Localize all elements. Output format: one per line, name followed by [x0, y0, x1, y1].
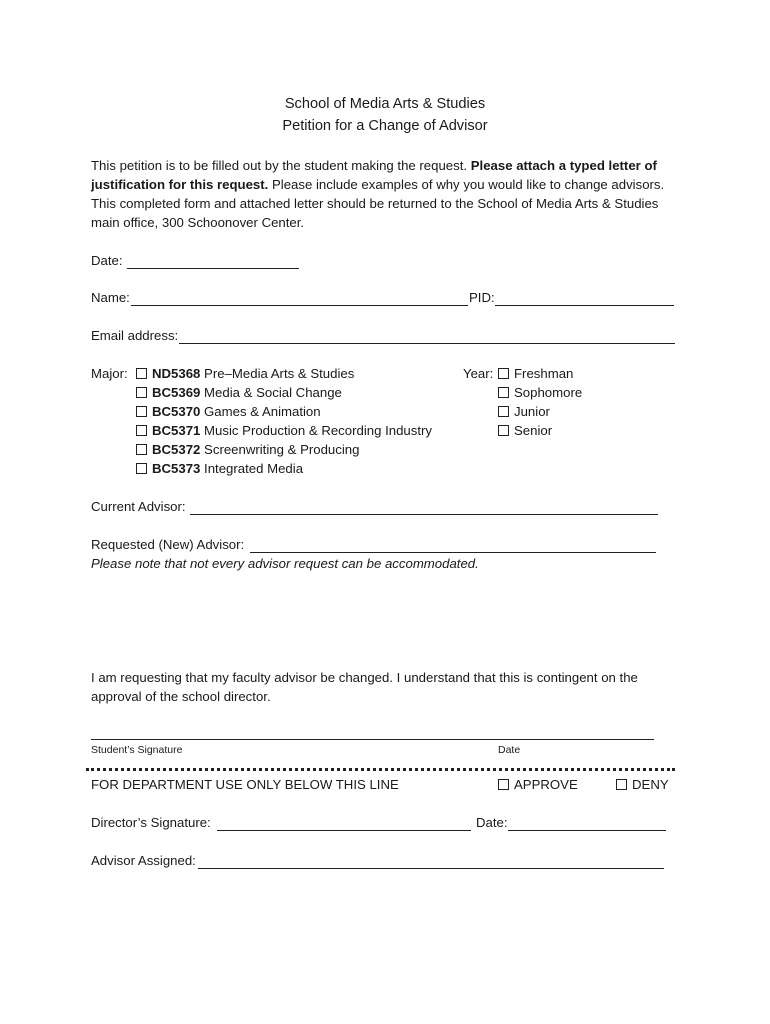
major-name: Screenwriting & Producing: [200, 442, 360, 457]
intro-text-2: Please include examples of why you would like to change advisors. This completed form and attached letter should be returned to the School of Media Arts & Studies main office, 300 Schoonover Center.: [91, 177, 665, 230]
checkbox[interactable]: [498, 368, 509, 379]
year-name: Junior: [514, 404, 550, 419]
advisor-assigned-field[interactable]: [198, 868, 664, 869]
deny-label: DENY: [632, 777, 669, 792]
year-name: Sophomore: [514, 385, 583, 400]
major-option[interactable]: [136, 423, 432, 438]
checkbox[interactable]: [498, 779, 509, 790]
advisor-assigned-label: Advisor Assigned:: [91, 853, 196, 868]
checkbox[interactable]: [136, 406, 147, 417]
major-name: Games & Animation: [200, 404, 321, 419]
name-label: Name:: [91, 290, 130, 305]
year-name: Freshman: [514, 366, 574, 381]
major-name: Music Production & Recording Industry: [200, 423, 433, 438]
checkbox[interactable]: [136, 387, 147, 398]
year-option[interactable]: [498, 404, 550, 419]
pid-field[interactable]: [495, 305, 674, 306]
checkbox[interactable]: [498, 387, 509, 398]
checkbox[interactable]: [136, 368, 147, 379]
requested-advisor-field[interactable]: [250, 552, 656, 553]
date-label: Date:: [91, 253, 123, 268]
major-label: Major:: [91, 366, 128, 381]
checkbox[interactable]: [136, 425, 147, 436]
approve-label: APPROVE: [514, 777, 578, 792]
checkbox[interactable]: [616, 779, 627, 790]
year-option[interactable]: [498, 385, 582, 400]
current-advisor-label: Current Advisor:: [91, 499, 186, 514]
checkbox[interactable]: [136, 444, 147, 455]
email-field[interactable]: [179, 343, 675, 344]
pid-label: PID:: [469, 290, 495, 305]
major-option[interactable]: [136, 404, 321, 419]
major-code: BC5369: [152, 385, 201, 400]
director-signature-label: Director’s Signature:: [91, 815, 211, 830]
request-statement: I am requesting that my faculty advisor be changed. I understand that this is contingent on the approval of the school director.: [91, 670, 638, 704]
intro-text-1: This petition is to be filled out by the student making the request.: [91, 158, 471, 173]
director-date-label: Date:: [476, 815, 508, 830]
checkbox[interactable]: [136, 463, 147, 474]
major-code: BC5370: [152, 404, 201, 419]
intro-paragraph: [91, 156, 681, 232]
director-signature-field[interactable]: [217, 830, 471, 831]
dotted-divider: [86, 768, 675, 771]
advisor-note: Please note that not every advisor request can be accommodated.: [91, 556, 479, 571]
requested-advisor-label: Requested (New) Advisor:: [91, 537, 245, 552]
major-name: Media & Social Change: [200, 385, 342, 400]
major-option[interactable]: [136, 461, 303, 476]
intro-bold-text: Please attach a typed letter of justification for this request.: [91, 158, 657, 192]
approve-option[interactable]: [498, 777, 578, 792]
year-option[interactable]: [498, 366, 573, 381]
checkbox[interactable]: [498, 406, 509, 417]
form-title-school: School of Media Arts & Studies: [284, 96, 486, 112]
deny-option[interactable]: [616, 777, 669, 792]
year-label: Year:: [463, 366, 494, 381]
student-signature-field[interactable]: [91, 739, 654, 740]
major-name: Integrated Media: [200, 461, 304, 476]
year-name: Senior: [514, 423, 553, 438]
current-advisor-field[interactable]: [190, 514, 658, 515]
department-heading: FOR DEPARTMENT USE ONLY BELOW THIS LINE: [91, 777, 399, 792]
major-code: ND5368: [152, 366, 201, 381]
major-option[interactable]: [136, 366, 354, 381]
date-field[interactable]: [127, 268, 299, 269]
major-code: BC5372: [152, 442, 201, 457]
major-option[interactable]: [136, 442, 359, 457]
name-field[interactable]: [131, 305, 468, 306]
year-option[interactable]: [498, 423, 552, 438]
form-title-petition: Petition for a Change of Advisor: [282, 118, 488, 134]
student-signature-label: Student’s Signature: [91, 744, 183, 756]
major-code: BC5371: [152, 423, 201, 438]
checkbox[interactable]: [498, 425, 509, 436]
major-name: Pre–Media Arts & Studies: [200, 366, 355, 381]
signature-date-label: Date: [498, 744, 521, 756]
major-code: BC5373: [152, 461, 201, 476]
email-label: Email address:: [91, 328, 179, 343]
major-option[interactable]: [136, 385, 342, 400]
director-date-field[interactable]: [508, 830, 666, 831]
